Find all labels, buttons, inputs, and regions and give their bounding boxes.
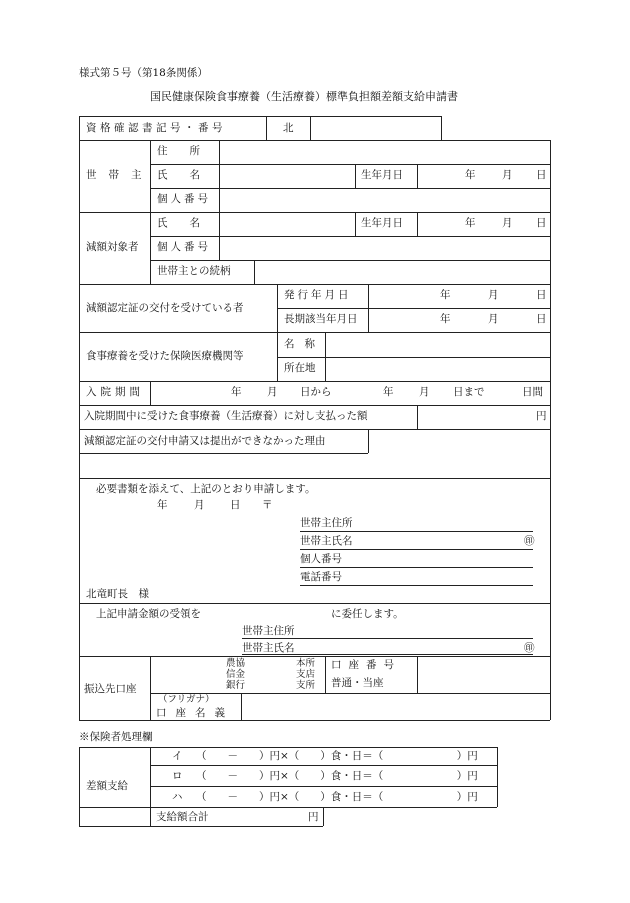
account-holder-label: 口座名義 [156,707,234,719]
household-birth-year: 年 [465,169,476,181]
period-from: 日から [300,386,332,398]
institution-name-field[interactable] [326,333,549,356]
cert-number-field[interactable] [311,117,440,139]
app-phone-label: 電話番号 [300,571,342,583]
delegate-seal: ㊞ [524,642,535,654]
target-personal-label: 個人番号 [157,241,211,253]
reduction-label: 減額認定証の交付を受けている者 [86,302,244,314]
period-to: 日まで [453,386,485,398]
period-label: 入院期間 [86,386,144,398]
branch-type-2: 支店 [296,669,316,680]
delegation-text-1: 上記申請金額の受領を [96,608,201,620]
household-personal-label: 個人番号 [157,193,211,205]
paid-label: 入院期間中に受けた食事療養（生活療養）に対し支払った額 [84,410,368,422]
branch-type-3: 支所 [296,680,316,691]
institution-location-field[interactable] [326,358,549,380]
total-unit: 円 [308,811,319,823]
target-relation-field[interactable] [255,261,549,283]
period-from-year: 年 [231,386,242,398]
diff-payment-label: 差額支給 [86,780,128,792]
long-month: 月 [488,313,499,325]
target-relation-label: 世帯主との続柄 [157,265,231,277]
bank-type-2: 信金 [226,669,246,680]
form-title: 国民健康保険食事療養（生活療養）標準負担額差額支給申請書 [150,90,458,103]
household-birth-label: 生年月日 [361,169,403,181]
household-label: 世帯主 [86,169,154,181]
app-name-label: 世帯主氏名 [300,535,353,547]
insurer-row-mark-2: ロ [172,770,183,782]
total-label: 支給額合計 [156,811,209,823]
target-birth-label: 生年月日 [361,217,403,229]
delegate-name-label: 世帯主氏名 [242,642,295,654]
paid-amount-field[interactable] [418,406,530,428]
app-day: 日 [230,499,241,511]
cert-prefix: 北 [283,122,294,134]
period-to-month: 月 [419,386,430,398]
issue-day: 日 [536,289,547,301]
cert-number-label: 資格確認書記号・番号 [86,122,226,134]
furigana-label: （フリガナ） [158,694,215,705]
bank-label: 振込先口座 [84,683,137,695]
insurer-row-formula-3: （ － ）円×（ ）食・日＝（ ）円 [196,791,478,803]
app-address-label: 世帯主住所 [300,517,353,529]
branch-type-1: 本所 [296,658,316,669]
app-month: 月 [194,499,205,511]
delegate-address-label: 世帯主住所 [242,625,295,637]
long-term-date-label: 長期該当年月日 [284,313,358,325]
delegation-text-2: に委任します。 [331,608,404,620]
account-holder-field[interactable] [242,694,549,719]
bank-type-3: 銀行 [226,680,246,691]
app-personal-label: 個人番号 [300,553,342,565]
insurer-row-mark-3: ハ [172,791,183,803]
target-birth-day: 日 [536,217,547,229]
institution-location-label: 所在地 [284,362,316,374]
household-name-label: 氏名 [157,169,222,181]
long-day: 日 [536,313,547,325]
account-type: 普通・当座 [331,677,384,689]
household-personal-field[interactable] [220,189,549,211]
institution-label: 食事療養を受けた保険医療機関等 [86,350,244,362]
household-birth-month: 月 [502,169,513,181]
app-year: 年 [157,499,168,511]
target-birth-year: 年 [465,217,476,229]
household-name-field[interactable] [220,165,354,187]
institution-name-label: 名称 [284,338,325,350]
household-address-field[interactable] [220,141,549,163]
target-personal-field[interactable] [220,237,549,259]
period-to-year: 年 [383,386,394,398]
period-days: 日間 [522,386,543,398]
long-year: 年 [440,313,451,325]
target-label: 減額対象者 [86,241,139,253]
issue-year: 年 [440,289,451,301]
app-seal: ㊞ [524,535,535,547]
account-number-field[interactable] [418,657,549,692]
insurer-row-formula-2: （ － ）円×（ ）食・日＝（ ）円 [196,770,478,782]
target-name-field[interactable] [220,213,354,235]
form-number: 様式第５号（第18条関係） [79,67,208,79]
household-birth-day: 日 [536,169,547,181]
addressee: 北竜町長 様 [86,588,149,600]
issue-month: 月 [488,289,499,301]
target-name-label: 氏名 [157,217,222,229]
insurer-row-formula-1: （ － ）円×（ ）食・日＝（ ）円 [196,750,478,762]
insurer-row-mark-1: イ [172,750,183,762]
paid-unit: 円 [536,410,547,422]
reason-label: 減額認定証の交付申請又は提出ができなかった理由 [84,435,326,447]
period-from-month: 月 [267,386,278,398]
target-birth-month: 月 [502,217,513,229]
household-address-label: 住所 [157,145,222,157]
account-number-label: 口座番号 [331,659,401,671]
bank-type-1: 農協 [226,658,246,669]
postal-mark: 〒 [262,499,273,511]
reason-field[interactable] [80,454,549,477]
application-text: 必要書類を添えて、上記のとおり申請します。 [96,483,316,495]
insurer-section-title: ※保険者処理欄 [79,731,153,743]
issue-date-label: 発行年月日 [284,289,352,301]
